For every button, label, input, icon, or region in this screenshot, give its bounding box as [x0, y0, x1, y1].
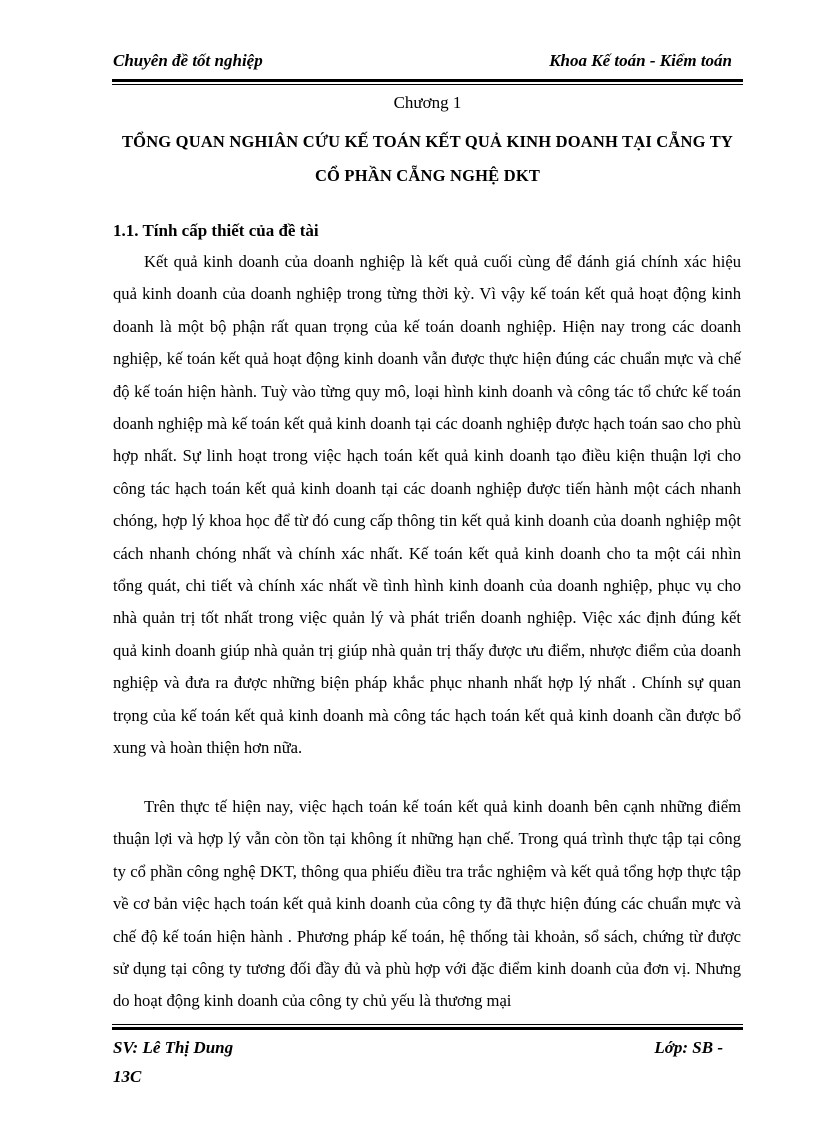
chapter-label: Chương 1 — [393, 93, 462, 112]
footer-class-label: Lớp: SB - — [654, 1038, 723, 1057]
header-rule-thin — [112, 84, 743, 85]
chapter-title — [112, 125, 743, 193]
chapter-title-line-2: CỔ PHẦN CẴNG NGHỆ DKT — [314, 166, 541, 185]
header-title: Chuyên đề tốt nghiệp — [113, 51, 263, 70]
footer-rule-thin — [112, 1024, 743, 1025]
paragraph-2: Trên thực tế hiện nay, việc hạch toán kế toán kết quả kinh doanh bên cạnh những điểm thuận lợi và hợp lý vẫn còn tồn tại không ít những hạn chế. Trong quá trình thực tập tại công ty cổ phần công nghệ DKT, thông qua phiếu điều tra trắc nghiệm và kết quả tổng hợp thực tập về cơ bản việc hạch toán kết quả kinh doanh của công ty đã thực hiện đúng các chuẩn mực và chế độ kế toán hiện hành . Phương pháp kế toán, hệ thống tài khoản, sổ sách, chứng từ được sử dụng tại công ty tương đối đầy đủ và phù hợp với đặc điểm kinh doanh của đơn vị. Nhưng do hoạt động kinh doanh của công ty chủ yếu là thương mại — [113, 797, 741, 1011]
header-department: Khoa Kế toán - Kiểm toán — [549, 51, 732, 70]
chapter-title-line-1: TỔNG QUAN NGHIÂN CỨU KẾ TOÁN KẾT QUẢ KINH DOANH TẠI CẴNG TY — [121, 132, 734, 151]
footer-rule-thick — [112, 1027, 743, 1030]
header-rule-thick — [112, 79, 743, 82]
footer-class-suffix: 13C — [113, 1067, 142, 1086]
paragraph-1: Kết quả kinh doanh của doanh nghiệp là kết quả cuối cùng để đánh giá chính xác hiệu quả kinh doanh của doanh nghiệp trong từng thời kỳ. Vì vậy kế toán kết quả hoạt động kinh doanh là một bộ phận rất quan trọng của kế toán doanh nghiệp. Hiện nay trong các doanh nghiệp, kế toán kết quả hoạt động kinh doanh vẫn được thực hiện đúng các chuẩn mực và chế độ kế toán hiện hành. Tuỳ vào từng quy mô, loại hình kinh doanh và công tác tổ chức kế toán doanh nghiệp mà kế toán kết quả kinh doanh tại các doanh nghiệp được hạch toán sao cho phù hợp nhất. Sự linh hoạt trong việc hạch toán kết quả kinh doanh tạo điều kiện thuận lợi cho công tác hạch toán kết quả kinh doanh tại các doanh nghiệp được tiến hành một cách nhanh chóng, hợp lý khoa học để từ đó cung cấp thông tin kết quả kinh doanh của doanh nghiệp một cách nhanh chóng nhất và chính xác nhất. Kế toán kết quả kinh doanh cho ta một cái nhìn tổng quát, chi tiết và chính xác nhất về tình hình kinh doanh của doanh nghiệp, phục vụ cho nhà quản trị tốt nhất trong việc quản lý và phát triển doanh nghiệp. Việc xác định đúng kết quả kinh doanh giúp nhà quản trị giúp nhà quản trị thấy được ưu điểm, nhược điểm của doanh nghiệp và đưa ra được những biện pháp khắc phục nhanh nhất hợp lý nhất . Chính sự quan trọng của kế toán kết quả kinh doanh mà công tác hạch toán kết quả kinh doanh cần được bổ xung và hoàn thiện hơn nữa. — [113, 252, 741, 758]
section-heading: 1.1. Tính cấp thiết của đề tài — [113, 221, 319, 240]
footer-student: SV: Lê Thị Dung — [113, 1038, 234, 1057]
